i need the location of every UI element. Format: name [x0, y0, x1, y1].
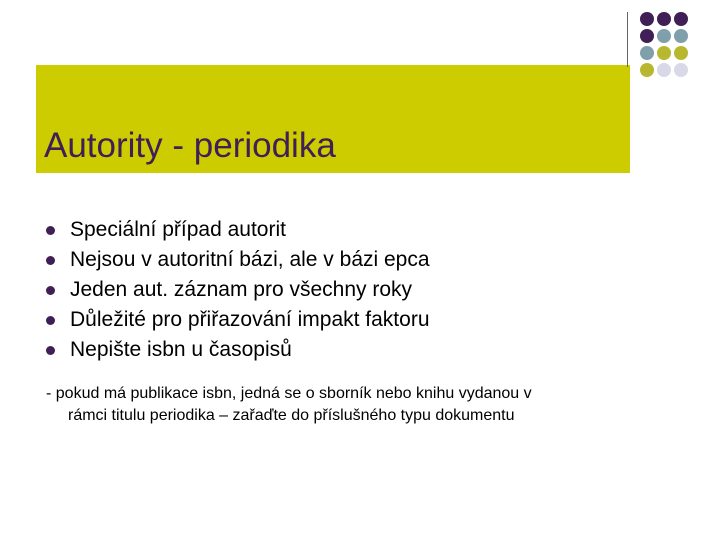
decorative-divider	[627, 12, 628, 67]
bullet-item	[44, 305, 430, 335]
note-line-2: rámci titulu periodika – zařaďte do příslušného typu dokumentu	[68, 407, 515, 424]
note-line-1: - pokud má publikace isbn, jedná se o sborník nebo knihu vydanou v	[46, 385, 532, 402]
decorative-dot	[640, 12, 654, 26]
bullet-text: Důležité pro přiřazování impakt faktoru	[70, 308, 430, 331]
decorative-dot	[674, 63, 688, 77]
decorative-dot	[657, 46, 671, 60]
bullet-text: Jeden aut. záznam pro všechny roky	[70, 278, 413, 301]
decorative-dot	[640, 29, 654, 43]
bullet-icon	[46, 346, 55, 355]
bullet-icon	[46, 256, 55, 265]
decorative-dot	[674, 29, 688, 43]
note-text	[46, 383, 666, 427]
bullet-icon	[46, 226, 55, 235]
decorative-dot	[640, 63, 654, 77]
slide-title: Autority - periodika	[44, 126, 336, 165]
decorative-dot	[674, 46, 688, 60]
bullet-list	[44, 215, 430, 365]
decorative-dot	[674, 12, 688, 26]
bullet-item	[44, 245, 430, 275]
decorative-dot	[657, 63, 671, 77]
decorative-dot	[657, 12, 671, 26]
decorative-dot	[657, 29, 671, 43]
bullet-item	[44, 275, 430, 305]
bullet-icon	[46, 286, 55, 295]
decorative-dot	[640, 46, 654, 60]
bullet-item	[44, 215, 430, 245]
bullet-icon	[46, 316, 55, 325]
bullet-item	[44, 335, 430, 365]
bullet-text: Nepište isbn u časopisů	[70, 338, 292, 361]
bullet-text: Speciální případ autorit	[70, 218, 286, 241]
bullet-text: Nejsou v autoritní bázi, ale v bázi epca	[70, 248, 430, 271]
